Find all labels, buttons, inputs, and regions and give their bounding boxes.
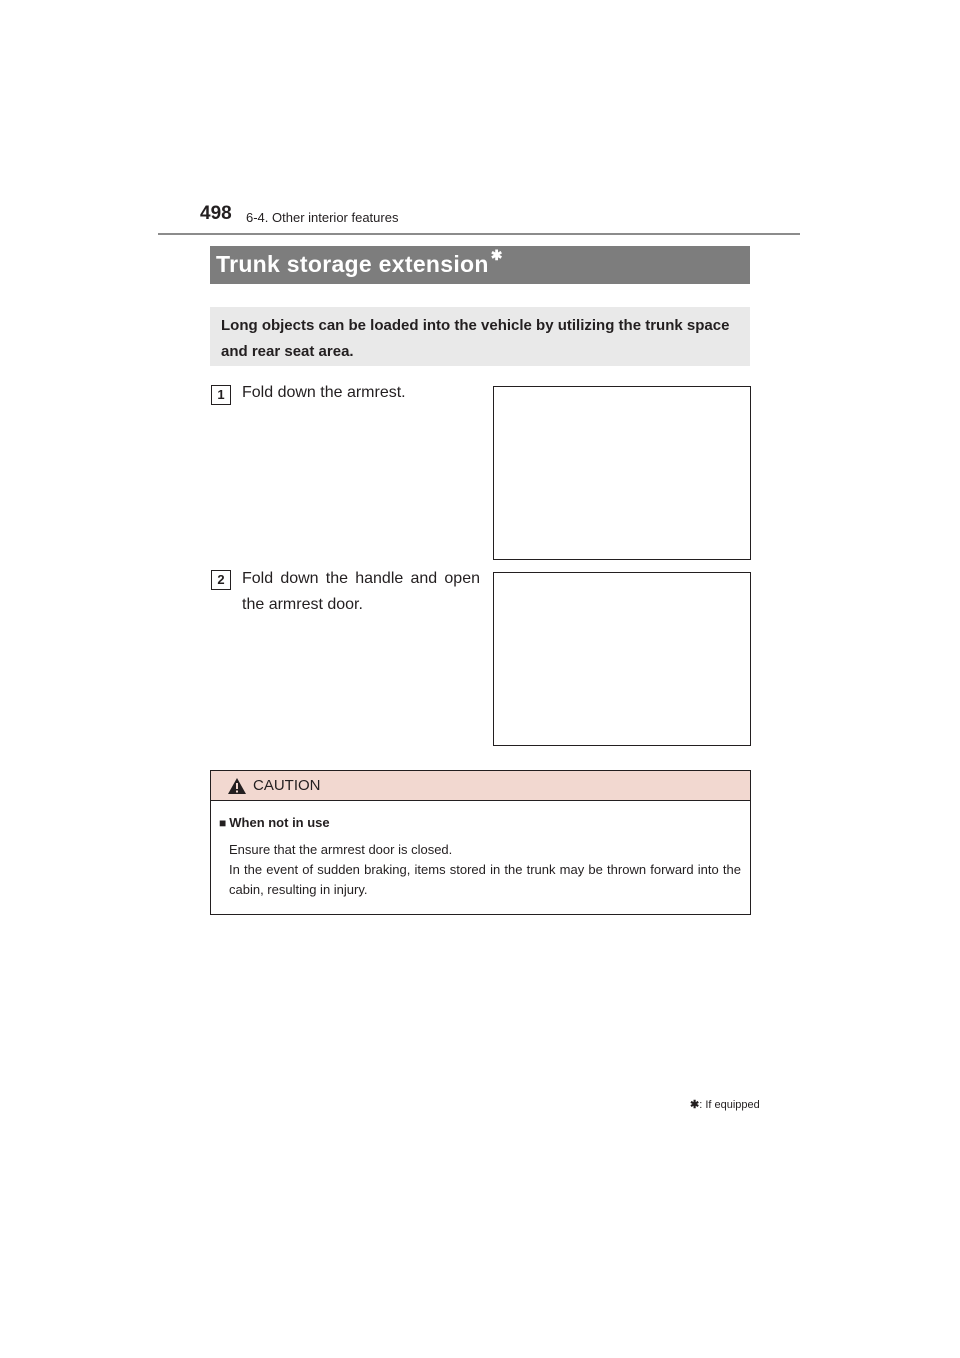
page-number: 498 bbox=[200, 203, 232, 224]
intro-box bbox=[210, 307, 750, 366]
caution-subheading-text: When not in use bbox=[229, 815, 330, 830]
footnote bbox=[690, 1098, 760, 1111]
caution-header bbox=[211, 771, 750, 801]
caution-line-1: Ensure that the armrest door is closed. bbox=[229, 842, 453, 857]
page-title-text: Trunk storage extension bbox=[216, 251, 489, 277]
step-2-text: Fold down the handle and open the armrest door. bbox=[242, 570, 480, 613]
section-title: 6-4. Other interior features bbox=[246, 210, 399, 225]
caution-body bbox=[229, 840, 741, 900]
if-equipped-asterisk: ✱ bbox=[490, 247, 503, 263]
step-1-illustration bbox=[493, 386, 751, 560]
step-2-illustration bbox=[493, 572, 751, 746]
intro-text: Long objects can be loaded into the vehicle by utilizing the trunk space and rear seat area. bbox=[221, 317, 730, 360]
footnote-asterisk: ✱ bbox=[690, 1099, 700, 1111]
step-1-number: 1 bbox=[211, 385, 231, 405]
step-2-number: 2 bbox=[211, 570, 231, 590]
page-title bbox=[216, 247, 503, 278]
step-1-text: Fold down the armrest. bbox=[242, 384, 406, 401]
caution-box bbox=[210, 770, 751, 915]
header-divider bbox=[158, 233, 800, 235]
warning-triangle-icon bbox=[227, 777, 247, 795]
square-bullet-icon: ■ bbox=[219, 816, 227, 830]
caution-label: CAUTION bbox=[253, 777, 321, 794]
caution-subheading bbox=[219, 815, 330, 830]
caution-line-2: In the event of sudden braking, items stored in the trunk may be thrown forward into the cabin, resulting in injury. bbox=[229, 862, 741, 897]
footnote-text: : If equipped bbox=[699, 1099, 760, 1111]
section-title-bar bbox=[210, 246, 750, 284]
